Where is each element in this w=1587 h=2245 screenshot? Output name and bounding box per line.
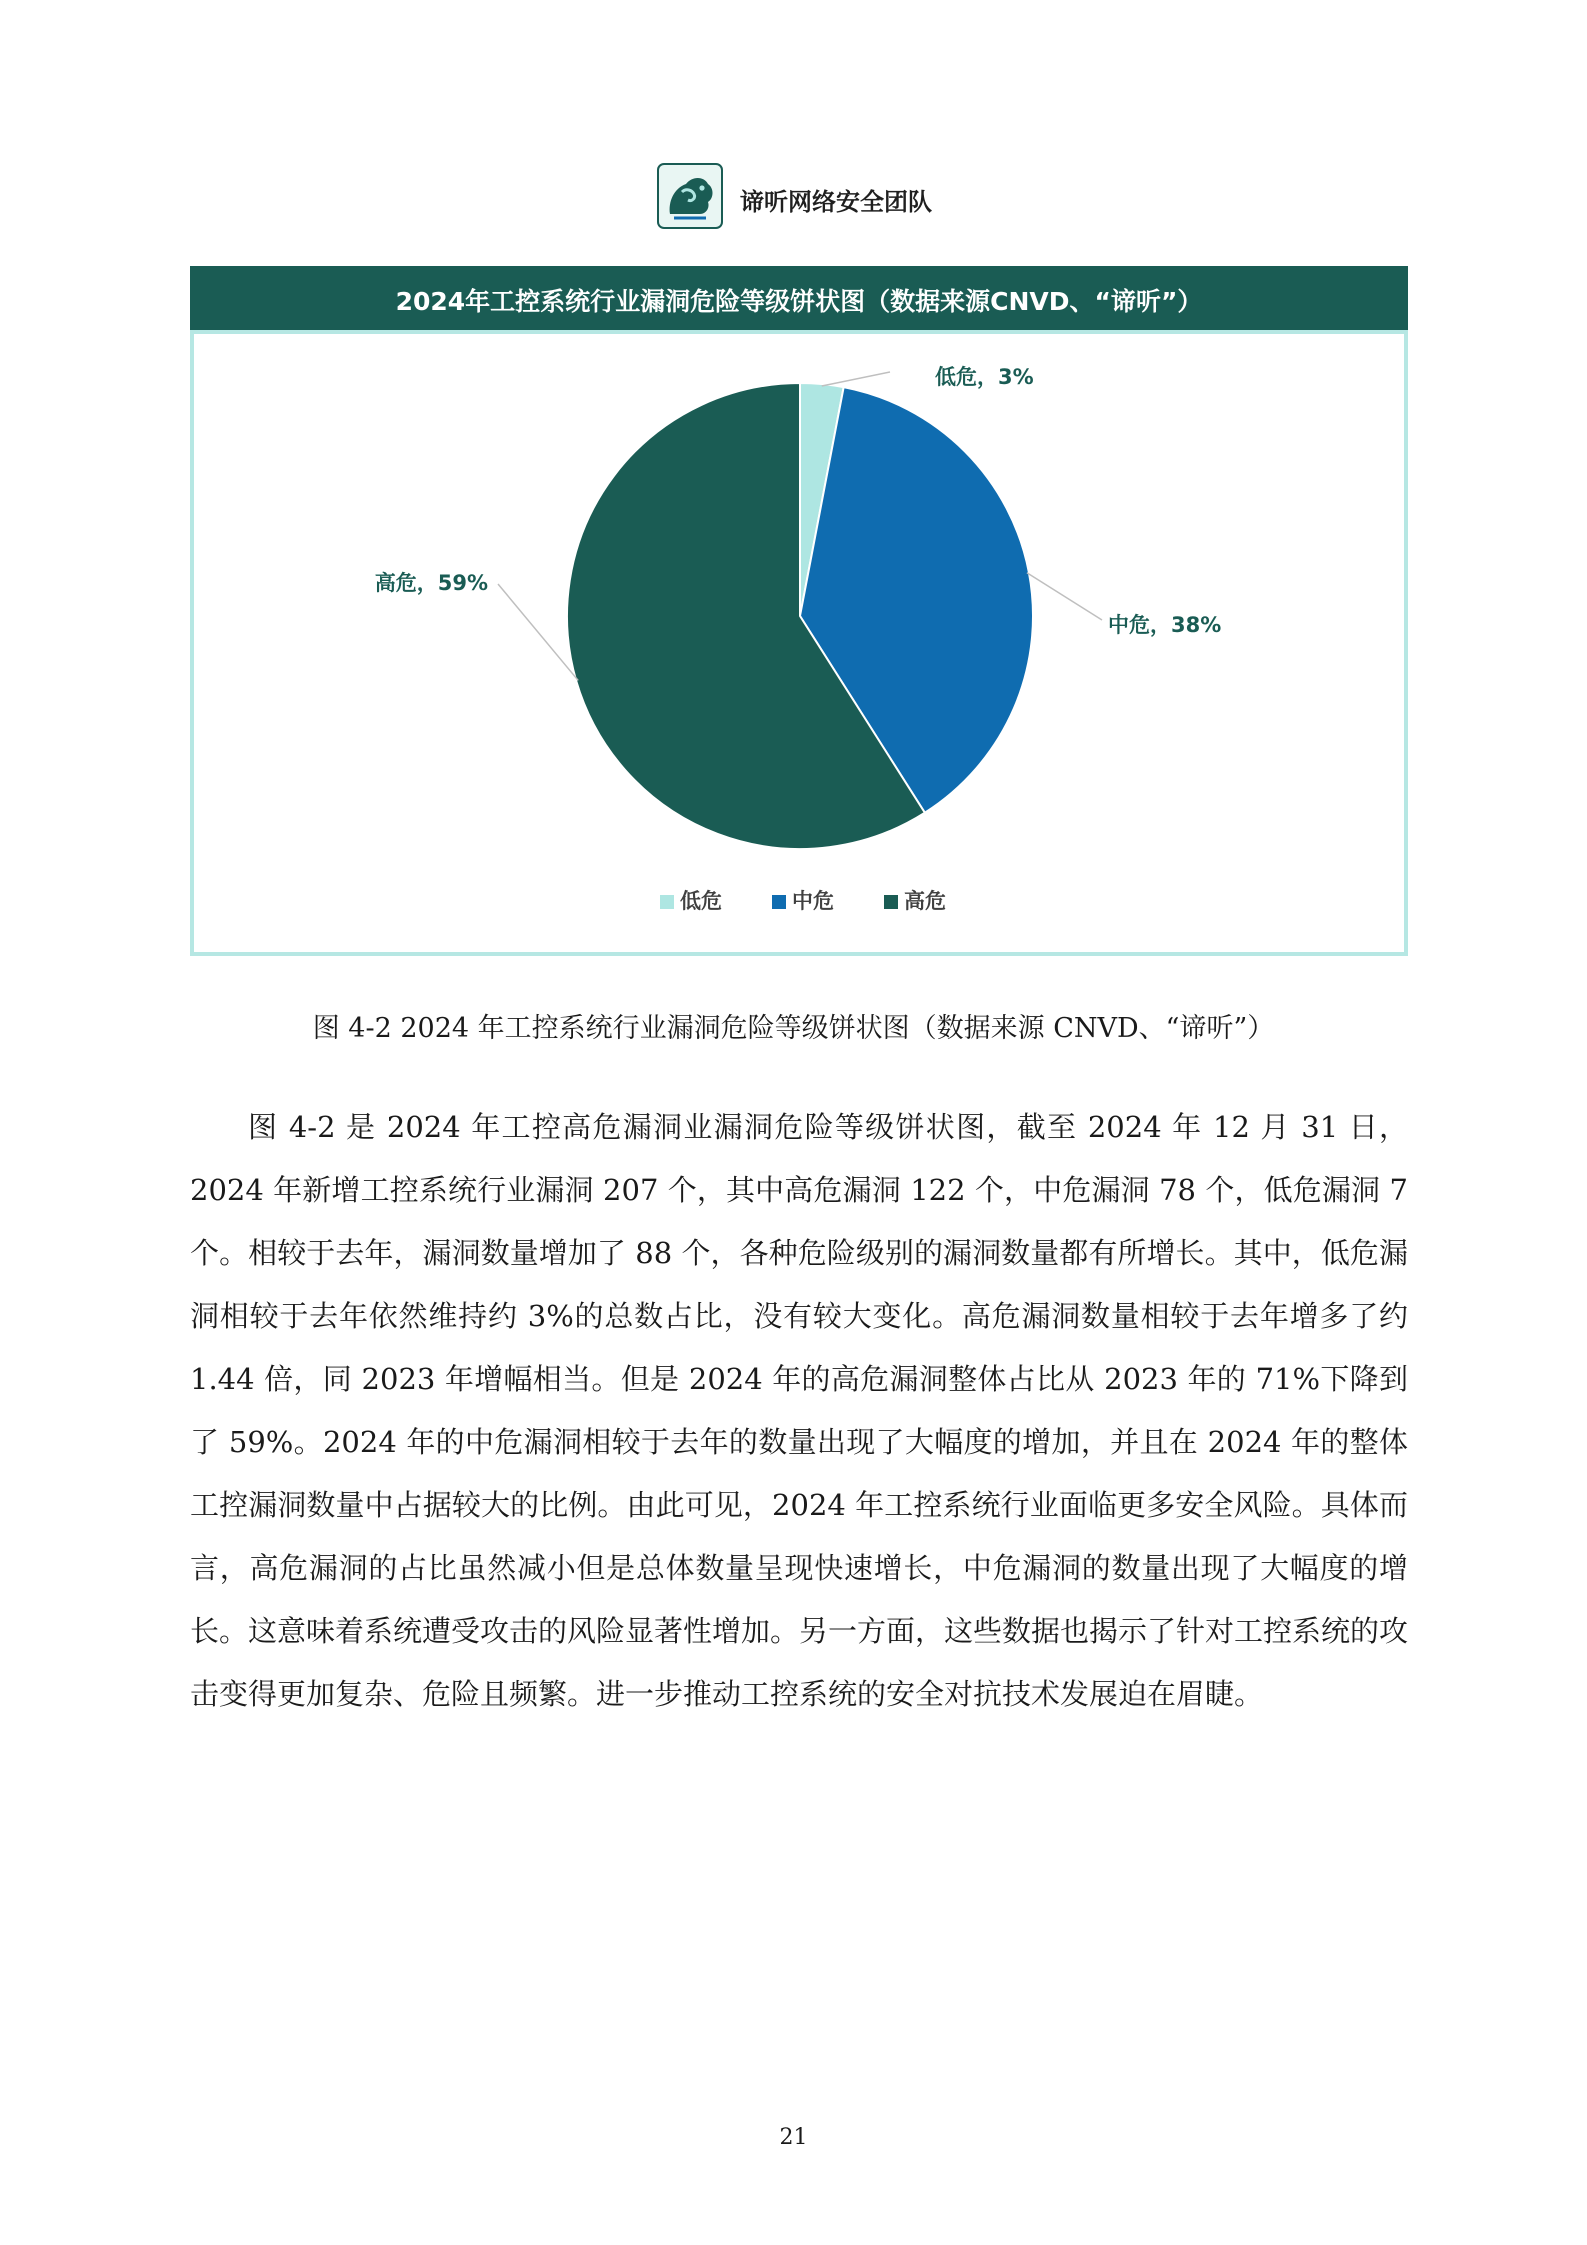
legend-label-medium: 中危 [792, 889, 834, 913]
pie-chart [190, 266, 1408, 956]
legend-swatch-medium [772, 895, 786, 909]
legend-label-low: 低危 [680, 889, 722, 913]
chart-title-bar [190, 266, 1408, 334]
org-name: 谛听网络安全团队 [740, 188, 932, 216]
legend-label-high: 高危 [904, 889, 946, 913]
team-logo-icon [656, 162, 724, 230]
chart-title: 2024年工控系统行业漏洞危险等级饼状图（数据来源CNVD、“谛听”） [395, 287, 1203, 316]
data-label-low: 低危，3% [935, 365, 1034, 389]
page-header [0, 162, 1587, 232]
legend-swatch-low [660, 895, 674, 909]
leader-line-high [498, 584, 578, 680]
page-number: 21 [779, 2125, 808, 2150]
legend-swatch-high [884, 895, 898, 909]
figure-caption: 图 4-2 2024 年工控系统行业漏洞危险等级饼状图（数据来源 CNVD、“谛听”） [312, 1013, 1275, 1044]
data-label-medium: 中危，38% [1108, 613, 1222, 637]
body-paragraph: 图 4-2 是 2024 年工控高危漏洞业漏洞危险等级饼状图，截至 2024 年 12 月 31 日，2024 年新增工控系统行业漏洞 207 个，其中高危漏洞 122 个，中危漏洞 78 个，低危漏洞 7 个。相较于去年，漏洞数量增加了 88 个，各种危险级别的漏洞数量都有所增长。其中，低危漏洞相较于去年依然维持约 3%的总数占比，没有较大变化。高危漏洞数量相较于去年增多了约 1.44 倍，同 2023 年增幅相当。但是 2024 年的高危漏洞整体占比从 2023 年的 71%下降到了 59%。2024 年的中危漏洞相较于去年的数量出现了大幅度的增加，并且在 2024 年的整体工控漏洞数量中占据较大的比例。由此可见，2024 年工控系统行业面临更多安全风险。具体而言，高危漏洞的占比虽然减小但是总体数量呈现快速增长，中危漏洞的数量出现了大幅度的增长。这意味着系统遭受攻击的风险显著性增加。另一方面，这些数据也揭示了针对工控系统的攻击变得更加复杂、危险且频繁。进一步推动工控系统的安全对抗技术发展迫在眉睫。 [190, 1110, 1409, 1711]
chart-panel [190, 266, 1408, 956]
data-label-high: 高危，59% [374, 571, 488, 595]
leader-line-medium [1027, 573, 1102, 620]
leader-line-low [822, 372, 890, 386]
